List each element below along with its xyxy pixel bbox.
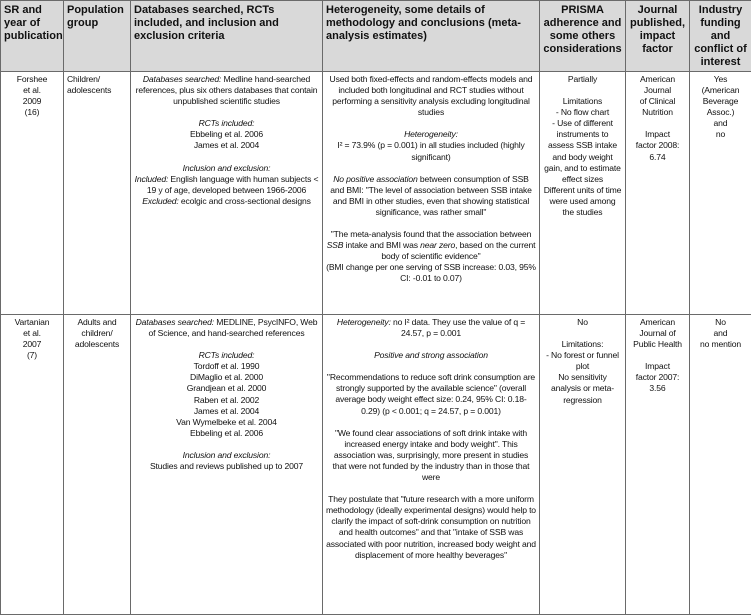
impact-factor: factor 2007: [629,372,686,383]
heterogeneity-value: Heterogeneity: no I² data. They use the value of q = 24.57, p = 0.001 [326,317,536,339]
limitation-item: - No forest or funnel plot [543,350,622,372]
limitation-item: - No flow chart [543,107,622,118]
journal-name: Nutrition [629,107,686,118]
funding-line: Assoc.) [693,107,748,118]
journal-name: Public Health [629,339,686,350]
header-databases: Databases searched, RCTs included, and inclusion and exclusion criteria [131,1,323,72]
prisma-status: Partially [543,74,622,85]
databases-searched: Databases searched: MEDLINE, PsycINFO, Web of Science, and hand-searched references [134,317,319,339]
prisma-cell [540,72,626,315]
sr-author: Forshee [4,74,60,85]
journal-name: Journal of [629,328,686,339]
databases-cell [131,72,323,315]
journal-name: Journal [629,85,686,96]
population-cell: Children/ adolescents [64,72,131,315]
rct-item: Grandjean et al. 2000 [134,383,319,394]
prisma-cell [540,315,626,615]
rct-item: DiMaglio et al. 2000 [134,372,319,383]
rct-item: Raben et al. 2002 [134,395,319,406]
limitation-item: - Use of different instruments to assess SSB intake and body weight gain, and to estimate effect sizes [543,118,622,185]
conclusion-quote: "We found clear associations of soft drink intake with increased energy intake and body weight". This association was, surprisingly, more present in studies that were not funded by the industry than in those that were [326,428,536,483]
table-row [1,72,751,315]
heterogeneity-label: Heterogeneity: [326,129,536,140]
funding-line: Yes [693,74,748,85]
impact-factor: factor 2008: [629,140,686,151]
heterogeneity-cell [323,315,540,615]
databases-cell [131,315,323,615]
sr-year: 2007 [4,339,60,350]
header-prisma: PRISMA adherence and some others considerations [540,1,626,72]
sr-ref: (16) [4,107,60,118]
association-text: No positive association between consumption of SSB and BMI: "The level of association between SSB intake and BMI in other studies, even that showing statistical significance, was rather small" [326,174,536,218]
bmi-estimate: (BMI change per one serving of SSB increase: 0.03, 95% CI: -0.01 to 0.07) [326,262,536,284]
sr-cell [1,72,64,315]
conclusion-quote: "Recommendations to reduce soft drink consumption are strongly supported by the available science" (overall average body weight effect size: 0.24, 95% CI: 0.18-0.29) (p < 0.001; q = 24.57, p = 0.001) [326,372,536,416]
funding-line: and [693,118,748,129]
journal-name: of Clinical [629,96,686,107]
rct-item: Ebbeling et al. 2006 [134,428,319,439]
sr-etal: et al. [4,85,60,96]
funding-cell [690,72,751,315]
impact-factor: Impact [629,361,686,372]
impact-factor: Impact [629,129,686,140]
criteria-label: Inclusion and exclusion: [134,163,319,174]
heterogeneity-cell [323,72,540,315]
sr-etal: et al. [4,328,60,339]
heterogeneity-value: I² = 73.9% (p = 0.001) in all studies included (highly significant) [326,140,536,162]
rct-item: James et al. 2004 [134,406,319,417]
sr-author: Vartanian [4,317,60,328]
impact-factor: 3.56 [629,383,686,394]
excluded-text: Excluded: ecolgic and cross-sectional designs [134,196,319,207]
sr-cell [1,315,64,615]
conclusion-quote: "The meta-analysis found that the association between SSB intake and BMI was near zero, based on the current body of scientific evidence" [326,229,536,262]
conclusion-quote: They postulate that "future research with a more uniform methodology (ideally experimental designs) would help to clarify the impact of soft-drink consumption on nutrition and health outcomes" and that "intake of SSB was associated with poor nutrition, increased body weight and displacement of more healthy beverages" [326,494,536,561]
rct-item: Tordoff et al. 1990 [134,361,319,372]
header-heterogeneity: Heterogeneity, some details of methodology and conclusions (meta-analysis estimates) [323,1,540,72]
rcts-label: RCTs included: [134,350,319,361]
funding-line: (American [693,85,748,96]
journal-cell [626,315,690,615]
sr-ref: (7) [4,350,60,361]
limitation-item: Different units of time were used among the studies [543,185,622,218]
prisma-status: No [543,317,622,328]
population-cell: Adults and children/ adolescents [64,315,131,615]
association-text: Positive and strong association [326,350,536,361]
methodology-text: Used both fixed-effects and random-effects models and included both longitudinal and RCT studies without performing a sensitivity analysis excluding longitudinal studies [326,74,536,118]
rct-item: Ebbeling et al. 2006 [134,129,319,140]
limitations-label: Limitations: [543,339,622,350]
impact-factor: 6.74 [629,152,686,163]
header-population: Population group [64,1,131,72]
header-funding: Industry funding and conflict of interest [690,1,751,72]
table-row [1,315,751,615]
header-row [1,1,751,72]
funding-line: Beverage [693,96,748,107]
rct-item: Van Wymelbeke et al. 2004 [134,417,319,428]
included-text: Included: English language with human subjects < 19 y of age, developed between 1966-2006 [134,174,319,196]
journal-name: American [629,74,686,85]
criteria-label: Inclusion and exclusion: [134,450,319,461]
limitation-item: No sensitivity analysis or meta-regression [543,372,622,405]
journal-name: American [629,317,686,328]
databases-searched: Databases searched: Medline hand-searched references, plus six others databases that contain unpublished scientific studies [134,74,319,107]
funding-line: no [693,129,748,140]
funding-line: No [693,317,748,328]
header-journal: Journal published, impact factor [626,1,690,72]
rct-item: James et al. 2004 [134,140,319,151]
sr-year: 2009 [4,96,60,107]
rcts-label: RCTs included: [134,118,319,129]
criteria-text: Studies and reviews published up to 2007 [134,461,319,472]
header-sr: SR and year of publication [1,1,64,72]
funding-cell [690,315,751,615]
limitations-label: Limitations [543,96,622,107]
funding-line: no mention [693,339,748,350]
funding-line: and [693,328,748,339]
journal-cell [626,72,690,315]
